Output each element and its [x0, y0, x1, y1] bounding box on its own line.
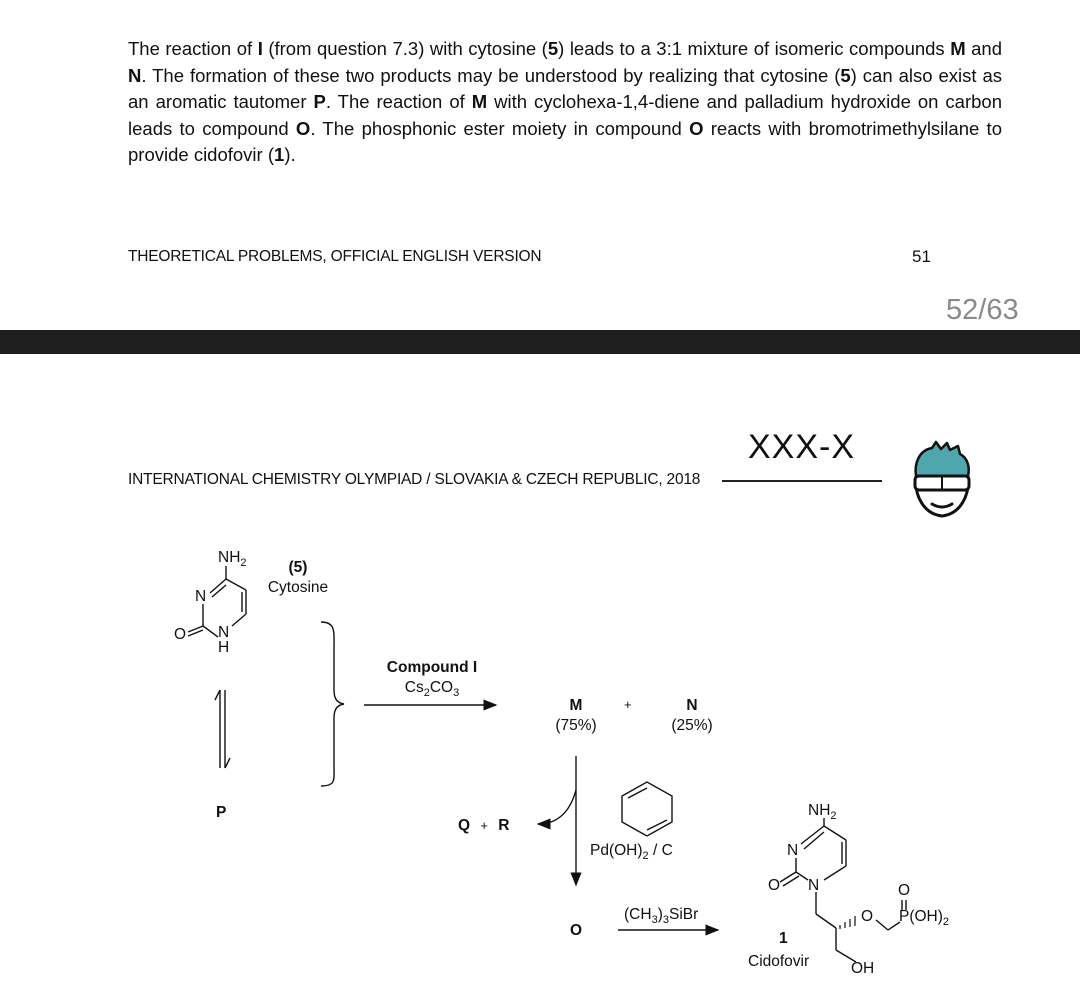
footer-page-number: 51 [912, 247, 931, 266]
cidofovir-poh2-label: $P(OH)_2$ [899, 908, 950, 929]
cidofovir-phosphoryl-o: O [898, 882, 911, 899]
reagent-1: Compound I $Cs_2CO_3$ [386, 659, 478, 700]
cytosine-n-label: N [195, 588, 207, 605]
problem-paragraph: The reaction of I (from question 7.3) with cytosine (5) leads to a 3:1 mixture of isomeric compounds M and N. The formation of these two products may be understood by realizing that cytosine (5) can also exist as an aromatic tautomer P. The reaction of M with cyclohexa-1,4-diene and palladium hydroxide on carbon leads to compound O. The phosphonic ester moiety in compound O reacts with bromotrimethylsilane to provide cidofovir (1). [128, 38, 1003, 165]
header-left-text: INTERNATIONAL CHEMISTRY OLYMPIAD / SLOVAKIA & CZECH REPUBLIC, 2018 [128, 471, 701, 488]
viewer-page-indicator[interactable]: 52/63 [946, 294, 1019, 326]
cidofovir-ring [780, 818, 906, 962]
compound-o-label: O [570, 922, 583, 939]
cidofovir-carbonyl-o: O [768, 877, 781, 894]
product-m: M (75%) [555, 697, 597, 734]
cidofovir-ether-o: O [861, 908, 874, 925]
cidofovir-n1-label: N [787, 842, 799, 859]
cidofovir-name: Cidofovir [748, 953, 810, 970]
reagent-2: $Pd(OH)_2$ / C [590, 842, 673, 863]
cidofovir-number: 1 [779, 930, 788, 947]
cidofovir-n2-label: N [808, 877, 820, 894]
student-code: XXX-X [748, 428, 856, 466]
reagent-3: $(CH_3)_3SiBr$ [624, 906, 699, 927]
cidofovir-oh-label: OH [851, 960, 875, 977]
cytosine-caption: (5) Cytosine [267, 559, 329, 596]
cytosine-o-label: O [174, 626, 187, 643]
cytosine-nh-label: N H [218, 624, 230, 656]
cytosine-nh2-label: $NH_2$ [218, 549, 247, 570]
cidofovir-nh2-label: $NH_2$ [808, 802, 837, 823]
product-n: N (25%) [671, 697, 713, 734]
byproducts-q-r: Q + R [458, 817, 510, 834]
tautomer-p-label: P [216, 804, 227, 821]
plus-sign: + [624, 697, 632, 712]
footer-left-text: THEORETICAL PROBLEMS, OFFICIAL ENGLISH VERSION [128, 248, 542, 265]
cyclohexadiene-ring [622, 782, 672, 836]
